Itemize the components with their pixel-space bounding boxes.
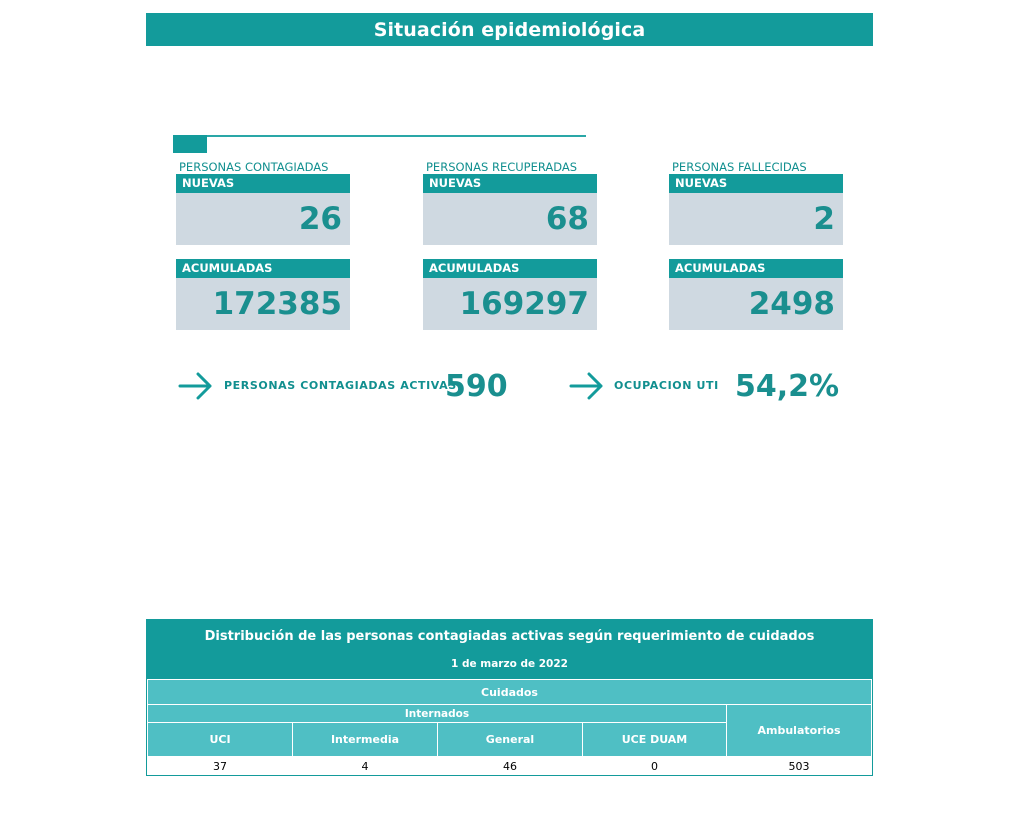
distribution-header xyxy=(147,620,872,679)
kpi-activas-value: 590 xyxy=(445,369,508,404)
value-uce-duam: 0 xyxy=(583,757,726,775)
page-title: Situación epidemiológica xyxy=(146,13,873,46)
col-header-uce-duam: UCE DUAM xyxy=(583,723,726,756)
fallecidas-new-card xyxy=(669,174,843,245)
value-uci: 37 xyxy=(148,757,292,775)
col-header-general: General xyxy=(438,723,582,756)
distribution-table xyxy=(146,619,873,776)
card-header: NUEVAS xyxy=(669,174,843,193)
recuperadas-new-value: 68 xyxy=(545,201,589,237)
card-header: ACUMULADAS xyxy=(423,259,597,278)
distribution-date: 1 de marzo de 2022 xyxy=(451,658,568,670)
kpi-uti-label: OCUPACION UTI xyxy=(614,379,719,392)
card-header: ACUMULADAS xyxy=(176,259,350,278)
recuperadas-acc-card xyxy=(423,259,597,330)
fallecidas-acc-card xyxy=(669,259,843,330)
value-ambulatorios: 503 xyxy=(727,757,871,775)
contagiadas-new-value: 26 xyxy=(298,201,342,237)
kpi-activas-label: PERSONAS CONTAGIADAS ACTIVAS xyxy=(224,379,457,392)
accent-divider xyxy=(207,135,586,137)
internados-header: Internados xyxy=(148,705,726,722)
accent-block xyxy=(173,135,207,153)
cuidados-header: Cuidados xyxy=(148,680,871,704)
arrow-right-icon xyxy=(569,370,605,402)
ambulatorios-header: Ambulatorios xyxy=(727,705,871,756)
recuperadas-acc-value: 169297 xyxy=(459,286,589,322)
distribution-title: Distribución de las personas contagiadas activas según requerimiento de cuidados xyxy=(204,629,815,644)
col-header-uci: UCI xyxy=(148,723,292,756)
card-header: ACUMULADAS xyxy=(669,259,843,278)
fallecidas-label: PERSONAS FALLECIDAS xyxy=(672,160,807,174)
contagiadas-new-card xyxy=(176,174,350,245)
value-intermedia: 4 xyxy=(293,757,437,775)
card-header: NUEVAS xyxy=(176,174,350,193)
recuperadas-new-card xyxy=(423,174,597,245)
card-header: NUEVAS xyxy=(423,174,597,193)
value-general: 46 xyxy=(438,757,582,775)
fallecidas-new-value: 2 xyxy=(813,201,835,237)
contagiadas-label: PERSONAS CONTAGIADAS xyxy=(179,160,329,174)
contagiadas-acc-value: 172385 xyxy=(212,286,342,322)
recuperadas-label: PERSONAS RECUPERADAS xyxy=(426,160,578,174)
kpi-uti-value: 54,2% xyxy=(735,369,840,404)
arrow-right-icon xyxy=(178,370,214,402)
contagiadas-acc-card xyxy=(176,259,350,330)
fallecidas-acc-value: 2498 xyxy=(748,286,835,322)
col-header-intermedia: Intermedia xyxy=(293,723,437,756)
